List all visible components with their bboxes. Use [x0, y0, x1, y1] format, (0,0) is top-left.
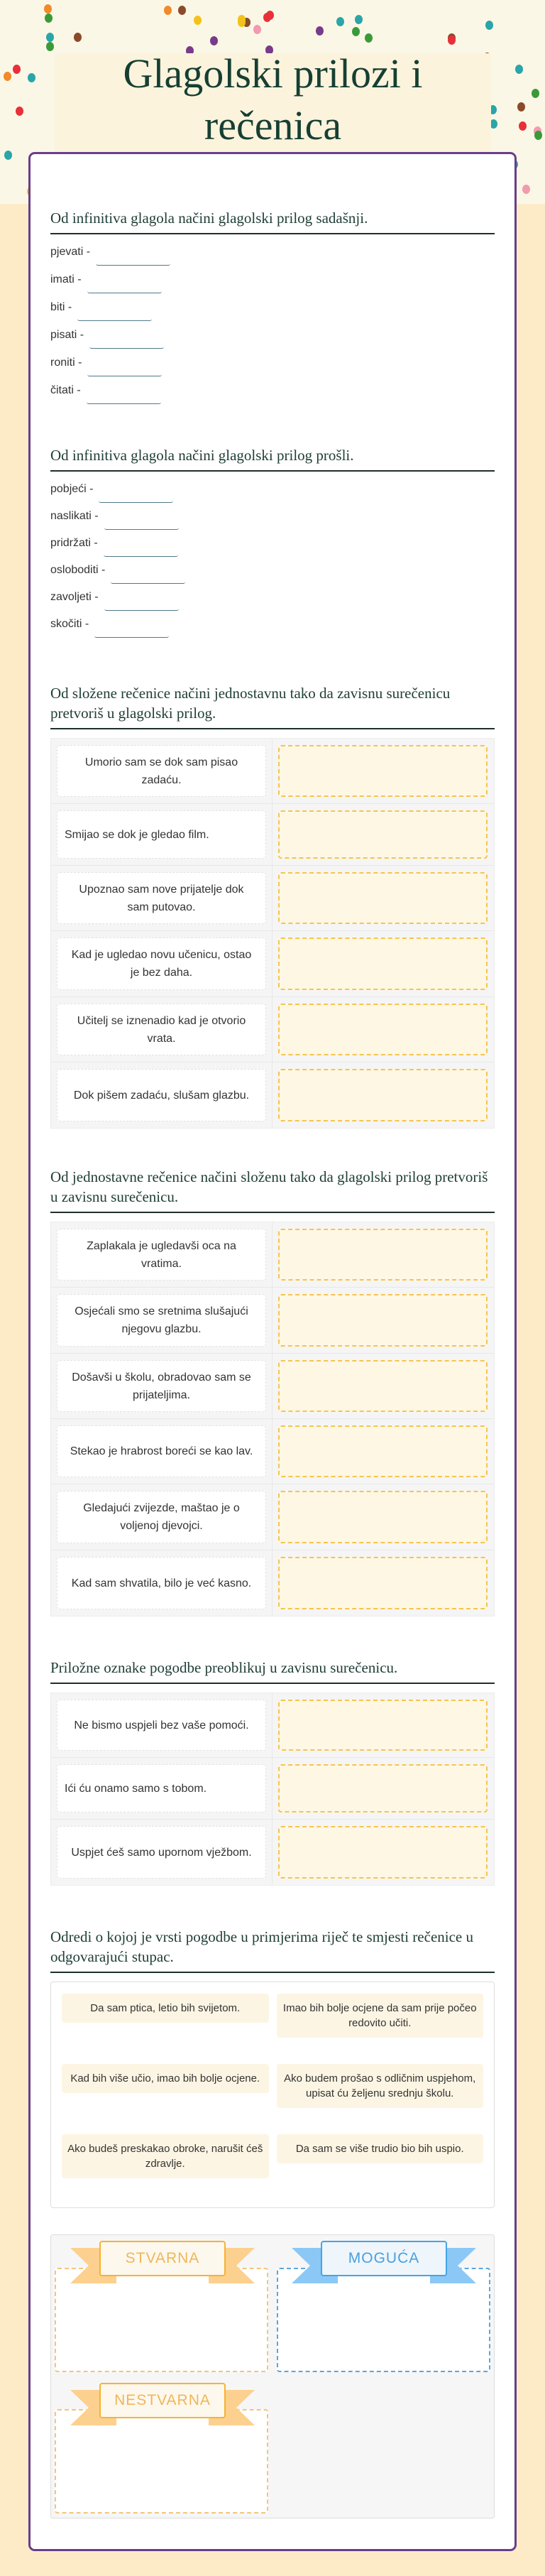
answer-input[interactable]	[87, 278, 162, 293]
source-cell	[51, 1288, 272, 1353]
confetti-dot	[448, 36, 456, 45]
confetti-dot	[4, 72, 11, 81]
category-banner-nestvarna	[70, 2383, 255, 2428]
page-title	[55, 50, 491, 152]
answer-input[interactable]	[87, 388, 161, 404]
fill-row	[50, 533, 495, 560]
answer-cell	[272, 1820, 494, 1885]
confetti-dot	[263, 13, 271, 22]
confetti-dot	[253, 25, 261, 34]
verb-label: naslikati -	[50, 510, 99, 522]
fill-row	[50, 269, 495, 297]
confetti-dot	[336, 17, 344, 26]
category-label: NESTVARNA	[99, 2383, 226, 2418]
answer-cell	[272, 1354, 494, 1418]
answer-drop-zone[interactable]	[278, 1700, 488, 1751]
section-heading: Odredi o kojoj je vrsti pogodbe u primjerima riječ te smjesti rečenice u odgovarajući stupac.	[50, 1927, 495, 1973]
table-row	[51, 1550, 494, 1616]
answer-cell	[272, 1484, 494, 1550]
confetti-dot	[238, 15, 246, 24]
section-heading: Od infinitiva glagola načini glagolski prilog prošli.	[50, 445, 495, 472]
source-cell	[51, 1222, 272, 1287]
answer-cell	[272, 1550, 494, 1616]
answer-drop-zone[interactable]	[278, 1491, 488, 1543]
confetti-dot	[164, 6, 172, 15]
confetti-dot	[355, 15, 363, 24]
confetti-dot	[28, 73, 35, 82]
section-heading: Priložne oznake pogodbe preoblikuj u zavisnu surečenicu.	[50, 1658, 495, 1684]
answer-cell	[272, 739, 494, 803]
fill-row	[50, 506, 495, 533]
source-cell	[51, 1063, 272, 1128]
fill-row	[50, 325, 495, 352]
confetti-dot	[519, 121, 527, 131]
verb-label: osloboditi -	[50, 564, 106, 576]
source-cell	[51, 931, 272, 996]
confetti-dot	[534, 131, 542, 140]
answer-drop-zone[interactable]	[278, 810, 488, 859]
draggable-items-pool	[50, 1982, 495, 2208]
confetti-dot	[45, 13, 53, 23]
answer-drop-zone[interactable]	[278, 1826, 488, 1879]
match-table	[50, 738, 495, 1129]
table-row	[51, 1222, 494, 1288]
answer-drop-zone[interactable]	[278, 1557, 488, 1609]
answer-input[interactable]	[87, 361, 162, 376]
sentence-card[interactable]: Ići ću onamo samo s tobom.	[57, 1764, 266, 1813]
sentence-card[interactable]: Kad je ugledao novu učenicu, ostao je bez daha.	[57, 938, 266, 990]
fill-row	[50, 587, 495, 614]
sentence-card[interactable]: Učitelj se iznenadio kad je otvorio vrata.	[57, 1004, 266, 1055]
sentence-card[interactable]: Uspjet ćeš samo upornom vježbom.	[57, 1826, 266, 1879]
answer-cell	[272, 804, 494, 865]
verb-label: pjevati -	[50, 246, 91, 258]
table-row	[51, 866, 494, 931]
fill-row	[50, 479, 495, 506]
answer-drop-zone[interactable]	[278, 1004, 488, 1055]
confetti-dot	[194, 16, 202, 25]
answer-drop-zone[interactable]	[278, 1360, 488, 1412]
verb-label: pobjeći -	[50, 483, 94, 495]
answer-cell	[272, 1222, 494, 1287]
table-row	[51, 739, 494, 804]
verb-label: čitati -	[50, 384, 81, 396]
section-heading: Od infinitiva glagola načini glagolski prilog sadašnji.	[50, 208, 495, 234]
section-conditional-adverbials	[50, 1658, 495, 1886]
confetti-dot	[532, 89, 539, 98]
fill-row	[50, 380, 495, 408]
confetti-dot	[316, 26, 324, 36]
sentence-card[interactable]: Umorio sam se dok sam pisao zadaću.	[57, 745, 266, 797]
fill-row	[50, 352, 495, 380]
answer-cell	[272, 1063, 494, 1128]
section-simple-to-complex	[50, 1167, 495, 1616]
fill-list	[50, 479, 495, 641]
section-past-participle	[50, 445, 495, 641]
section-heading: Od jednostavne rečenice načini složenu tako da glagolski prilog pretvoriš u zavisnu surečenicu.	[50, 1167, 495, 1213]
table-row	[51, 931, 494, 997]
source-cell	[51, 1693, 272, 1757]
table-row	[51, 1419, 494, 1484]
sentence-card[interactable]: Ne bismo uspjeli bez vaše pomoći.	[57, 1700, 266, 1751]
answer-drop-zone[interactable]	[278, 1294, 488, 1347]
sentence-card[interactable]: Zaplakala je ugledavši oca na vratima.	[57, 1229, 266, 1281]
answer-input[interactable]	[89, 333, 164, 349]
category-label: MOGUĆA	[321, 2241, 447, 2276]
table-row	[51, 1484, 494, 1550]
confetti-dot	[485, 21, 493, 30]
match-table	[50, 1222, 495, 1616]
source-cell	[51, 1550, 272, 1616]
answer-drop-zone[interactable]	[278, 872, 488, 924]
table-row	[51, 1063, 494, 1128]
answer-input[interactable]	[104, 541, 178, 557]
answer-drop-zone[interactable]	[278, 1425, 488, 1477]
source-cell	[51, 866, 272, 930]
source-cell	[51, 739, 272, 803]
answer-cell	[272, 997, 494, 1062]
answer-input[interactable]	[96, 250, 170, 266]
verb-label: imati -	[50, 273, 82, 286]
answer-drop-zone[interactable]	[278, 1069, 488, 1121]
confetti-dot	[352, 27, 360, 36]
source-cell	[51, 1484, 272, 1550]
category-drop-area	[50, 2234, 495, 2518]
sentence-card[interactable]: Upoznao sam nove prijatelje dok sam putovao.	[57, 872, 266, 924]
answer-input[interactable]	[104, 595, 179, 611]
confetti-dot	[515, 65, 523, 74]
verb-label: roniti -	[50, 357, 82, 369]
answer-drop-zone[interactable]	[278, 938, 488, 990]
confetti-dot	[44, 4, 52, 13]
sentence-card[interactable]: Smijao se dok je gledao film.	[57, 810, 266, 859]
draggable-sentence[interactable]: Ako budem prošao s odličnim uspjehom, upisat ću željenu srednju školu.	[277, 2064, 484, 2108]
table-row	[51, 1354, 494, 1419]
confetti-dot	[517, 102, 525, 112]
category-banner-moguca	[292, 2241, 476, 2286]
table-row	[51, 804, 494, 866]
source-cell	[51, 1354, 272, 1418]
confetti-dot	[210, 36, 218, 45]
answer-cell	[272, 931, 494, 996]
confetti-dot	[4, 151, 12, 160]
confetti-dot	[365, 33, 373, 43]
table-row	[51, 1693, 494, 1758]
fill-row	[50, 297, 495, 325]
sentence-card[interactable]: Gledajući zvijezde, maštao je o voljenoj djevojci.	[57, 1491, 266, 1543]
answer-drop-zone[interactable]	[278, 1229, 488, 1281]
draggable-sentence[interactable]: Da sam ptica, letio bih svijetom.	[62, 1994, 269, 2023]
answer-input[interactable]	[104, 514, 179, 530]
verb-label: pisati -	[50, 329, 84, 341]
answer-input[interactable]	[77, 305, 152, 321]
fill-row	[50, 614, 495, 641]
source-cell	[51, 1820, 272, 1885]
answer-input[interactable]	[94, 622, 169, 638]
answer-cell	[272, 1288, 494, 1353]
sentence-card[interactable]: Dok pišem zadaću, slušam glazbu.	[57, 1069, 266, 1121]
confetti-dot	[522, 185, 530, 194]
source-cell	[51, 997, 272, 1062]
category-label: STVARNA	[99, 2241, 226, 2276]
answer-cell	[272, 1693, 494, 1757]
draggable-sentence[interactable]: Ako budeš preskakao obroke, narušit ćeš zdravlje.	[62, 2134, 269, 2178]
table-row	[51, 1288, 494, 1354]
worksheet-card	[28, 152, 517, 2551]
fill-list	[50, 241, 495, 408]
confetti-dot	[46, 42, 54, 51]
table-row	[51, 1820, 494, 1885]
draggable-sentence[interactable]: Imao bih bolje ocjene da sam prije počeo redovito učiti.	[277, 1994, 484, 2038]
section-complex-to-simple	[50, 683, 495, 1129]
sentence-card[interactable]: Kad sam shvatila, bilo je već kasno.	[57, 1557, 266, 1609]
answer-cell	[272, 1419, 494, 1484]
sentence-card[interactable]: Osjećali smo se sretnima slušajući njegovu glazbu.	[57, 1294, 266, 1347]
answer-cell	[272, 866, 494, 930]
confetti-dot	[46, 33, 54, 42]
verb-label: biti -	[50, 301, 72, 313]
verb-label: pridržati -	[50, 537, 98, 549]
fill-row	[50, 241, 495, 269]
source-cell	[51, 1419, 272, 1484]
category-banner-stvarna	[70, 2241, 255, 2286]
table-row	[51, 997, 494, 1063]
confetti-dot	[178, 6, 186, 15]
section-classify-conditionals	[50, 1927, 495, 2208]
answer-drop-zone[interactable]	[278, 745, 488, 797]
answer-cell	[272, 1758, 494, 1819]
confetti-dot	[74, 33, 82, 42]
section-present-participle	[50, 208, 495, 408]
fill-row	[50, 560, 495, 587]
title-text	[55, 48, 491, 151]
confetti-dot	[13, 65, 21, 74]
match-table	[50, 1692, 495, 1886]
answer-drop-zone[interactable]	[278, 1764, 488, 1813]
answer-input[interactable]	[111, 568, 185, 584]
draggable-sentence[interactable]: Da sam se više trudio bio bih uspio.	[277, 2134, 484, 2163]
source-cell	[51, 1758, 272, 1819]
confetti-dot	[16, 107, 23, 116]
sentence-card[interactable]: Stekao je hrabrost boreći se kao lav.	[57, 1425, 266, 1477]
title-line-1: Glagolski prilozi i	[123, 50, 423, 97]
draggable-sentence[interactable]: Kad bih više učio, imao bih bolje ocjene.	[62, 2064, 269, 2093]
verb-label: skočiti -	[50, 618, 89, 630]
sentence-card[interactable]: Došavši u školu, obradovao sam se prijateljima.	[57, 1360, 266, 1412]
verb-label: zavoljeti -	[50, 591, 99, 603]
answer-input[interactable]	[99, 487, 173, 503]
table-row	[51, 1758, 494, 1820]
title-line-2: rečenica	[204, 102, 342, 148]
section-heading: Od složene rečenice načini jednostavnu tako da zavisnu surečenicu pretvoriš u glagolski prilog.	[50, 683, 495, 729]
source-cell	[51, 804, 272, 865]
